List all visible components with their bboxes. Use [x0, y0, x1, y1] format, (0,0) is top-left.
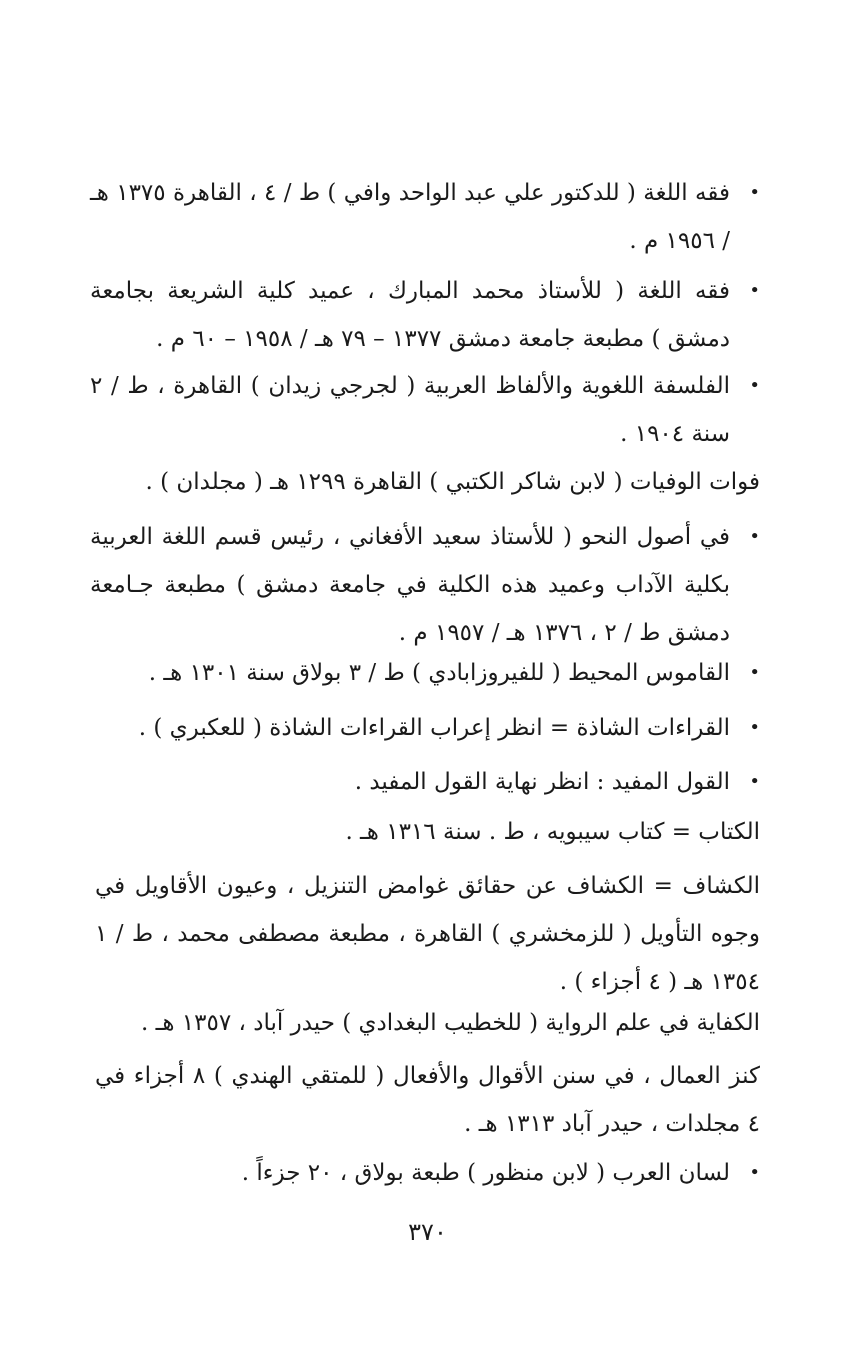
bullet-marker: •: [749, 526, 760, 547]
bibliography-entry: [95, 808, 760, 856]
bibliography-entry: [90, 513, 760, 657]
bibliography-entry: [95, 999, 760, 1047]
bibliography-entry: [95, 862, 760, 1006]
entry-text: الكشاف = الكشاف عن حقائق غوامض التنزيل ، وعيون الأقاويل في وجوه التأويل ( للزمخشري ) القاهرة ، مطبعة مصطفى محمد ، ط / ١ ١٣٥٤ هـ ( ٤ أجزاء ) .: [95, 873, 760, 995]
bibliography-entry: [95, 458, 760, 506]
bullet-marker: •: [749, 1162, 760, 1183]
entry-text: القراءات الشاذة = انظر إعراب القراءات الشاذة ( للعكبري ) .: [138, 715, 730, 741]
entry-text: كنز العمال ، في سنن الأقوال والأفعال ( للمتقي الهندي ) ٨ أجزاء في ٤ مجلدات ، حيدر آباد ١٣١٣ هـ .: [95, 1063, 760, 1137]
bullet-marker: •: [749, 771, 760, 792]
bullet-marker: •: [749, 280, 760, 301]
entry-text: فقه اللغة ( للدكتور علي عبد الواحد وافي ) ط / ٤ ، القاهرة ١٣٧٥ هـ / ١٩٥٦ م .: [90, 180, 730, 254]
bibliography-entry: [90, 704, 760, 752]
entry-text: لسان العرب ( لابن منظور ) طبعة بولاق ، ٢٠ جزءاً .: [241, 1160, 730, 1186]
bibliography-entry: [90, 649, 760, 697]
bibliography-entry: [90, 758, 760, 806]
bullet-marker: •: [749, 182, 760, 203]
bullet-marker: •: [749, 375, 760, 396]
entry-text: القاموس المحيط ( للفيروزابادي ) ط / ٣ بولاق سنة ١٣٠١ هـ .: [148, 660, 730, 686]
bibliography-entry: [90, 169, 760, 265]
page-number: ٣٧٠: [408, 1218, 447, 1246]
bibliography-entry: [90, 267, 760, 363]
bibliography-entry: [95, 1052, 760, 1148]
entry-text: فوات الوفيات ( لابن شاكر الكتبي ) القاهرة ١٢٩٩ هـ ( مجلدان ) .: [145, 469, 760, 495]
entry-text: الكتاب = كتاب سيبويه ، ط . سنة ١٣١٦ هـ .: [345, 819, 760, 845]
bullet-marker: •: [749, 717, 760, 738]
bibliography-entry: [90, 362, 760, 458]
entry-text: القول المفيد : انظر نهاية القول المفيد .: [354, 769, 730, 795]
bibliography-entry: [90, 1149, 760, 1197]
entry-text: فقه اللغة ( للأستاذ محمد المبارك ، عميد كلية الشريعة بجامعة دمشق ) مطبعة جامعة دمشق ١٣٧٧ – ٧٩ هـ / ١٩٥٨ – ٦٠ م .: [90, 278, 730, 352]
entry-text: في أصول النحو ( للأستاذ سعيد الأفغاني ، رئيس قسم اللغة العربية بكلية الآداب وعميد هذه الكلية في جامعة دمشق ) مطبعة جـامعة دمشق ط / ٢ ، ١٣٧٦ هـ / ١٩٥٧ م .: [90, 524, 730, 646]
bullet-marker: •: [749, 662, 760, 683]
entry-text: الكفاية في علم الرواية ( للخطيب البغدادي ) حيدر آباد ، ١٣٥٧ هـ .: [140, 1010, 760, 1036]
entry-text: الفلسفة اللغوية والألفاظ العربية ( لجرجي زيدان ) القاهرة ، ط / ٢ سنة ١٩٠٤ .: [90, 373, 730, 447]
